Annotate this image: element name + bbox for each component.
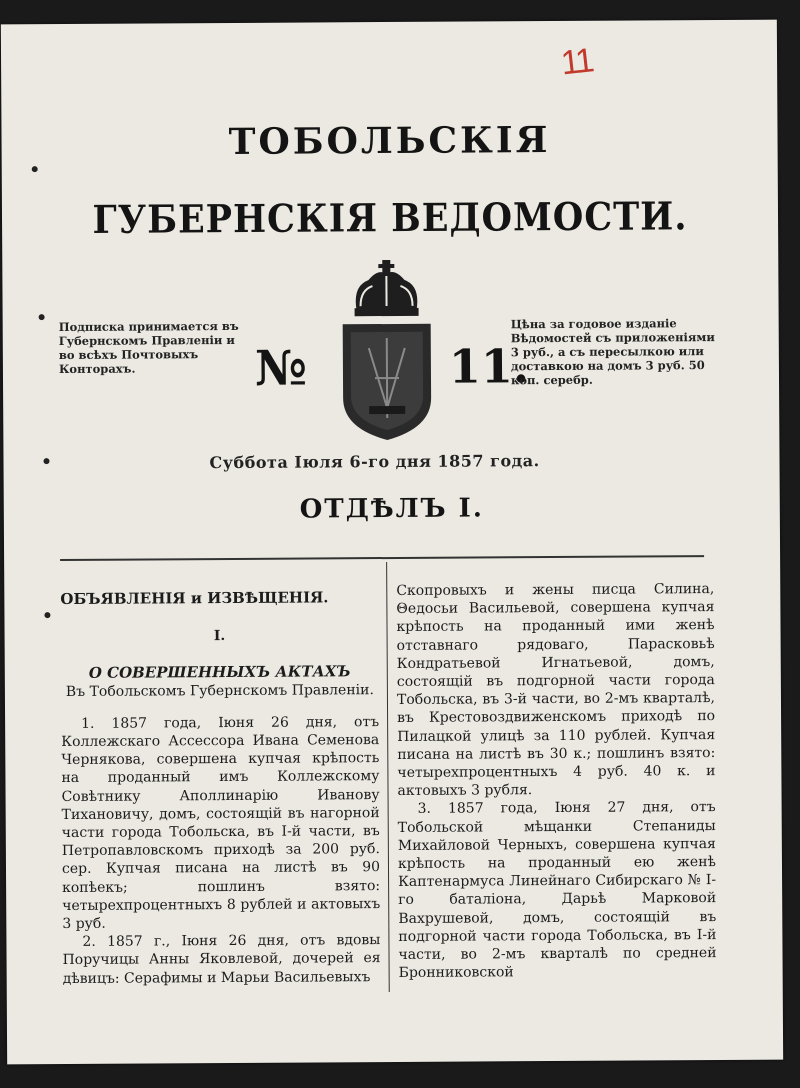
issue-date: Суббота Iюля 6-го дня 1857 года. xyxy=(209,451,540,473)
roman-numeral: I. xyxy=(213,628,226,645)
entry-3: 3. 1857 года, Iюня 27 дня, отъ Тобольской мѣщанки Степаниды Михайловой Черныхъ, совершена купчая крѣпость на проданный ею женѣ Каптенармуса Линейнаго Сибирскаго № I-го баталiона, Дарьѣ Марковой Вахрушевой, домъ, состоящiй въ подгорной части города Тобольска, въ I-й части, во 2-мъ кварталѣ по средней Бронниковской xyxy=(397,799,717,982)
entry-2-continuation: Скопровыхъ и жены писца Силина, Θедосьи Васильевой, совершена купчая крѣпость на проданный ими женѣ отставнаго рядоваго, Парасковьѣ Кондратьевой Игнатьевой, домъ, состоящiй въ подгорной части города Тобольска, въ 3-й части, во 2-мъ кварталѣ, въ Крестовоздвиженскомъ приходѣ по Пилацкой улицѣ за 110 рублей. Купчая писана на листѣ въ 30 к.; пошлинъ взято: четырехпроцентныхъ 4 руб. 40 к. и актовыхъ 3 рубля. xyxy=(396,581,716,800)
punch-hole-mark xyxy=(44,612,50,618)
horizontal-divider xyxy=(60,555,704,561)
masthead-title-line2: ГУБЕРНСКIЯ ВЕДОМОСТИ. xyxy=(92,194,688,243)
acts-title: О СОВЕРШЕННЫХЪ АКТАХЪ xyxy=(88,662,351,683)
punch-hole-mark xyxy=(32,166,38,172)
archive-page-mark: 11 xyxy=(559,41,595,83)
punch-hole-mark xyxy=(43,458,49,464)
punch-hole-mark xyxy=(39,314,45,320)
number-sign: № xyxy=(254,340,308,397)
coat-of-arms-icon xyxy=(338,258,435,445)
subscription-notice: Подписка принимается въ Губернскомъ Правленiи и во всѣхъ Почтовыхъ Конторахъ. xyxy=(58,318,239,377)
issue-number: 11. xyxy=(448,339,530,394)
masthead-title-line1: ТОБОЛЬСКIЯ xyxy=(228,119,551,163)
price-notice: Цѣна за годовое изданiе Вѣдомостей съ приложенiями 3 руб., а съ пересылкою или доставкою на домъ 3 руб. 50 коп. серебр. xyxy=(510,316,715,388)
entry-1: 1. 1857 года, Iюня 26 дня, отъ Коллежскаго Ассессора Ивана Семенова Чернякова, совершена купчая крѣпость на проданный имъ Коллежскому Совѣтнику Аполлинарiю Иванову Тихановичу, домъ, состоящiй въ нагорной части города Тобольска, въ I-й части, въ Петропавловскомъ приходѣ за 200 руб. сер. Купчая писана на листѣ въ 90 копѣекъ; пошлинъ взято: четырехпроцентныхъ 8 рублей и актовыхъ 3 руб. xyxy=(61,713,381,933)
acts-subtitle: Въ Тобольскомъ Губернскомъ Правленiи. xyxy=(65,681,374,700)
entry-2: 2. 1857 г., Iюня 26 дня, отъ вдовы Поручицы Анны Яковлевой, дочерей ея дѣвицъ: Серафимы и Марьи Васильевыхъ xyxy=(62,932,381,987)
section-heading: ОТДѢЛЪ I. xyxy=(299,493,484,525)
right-column xyxy=(396,580,716,982)
newspaper-page xyxy=(1,20,783,1065)
announcements-heading: ОБЪЯВЛЕНIЯ и ИЗВѢЩЕНIЯ. xyxy=(60,588,329,609)
column-divider xyxy=(386,562,390,992)
left-column xyxy=(60,582,380,988)
